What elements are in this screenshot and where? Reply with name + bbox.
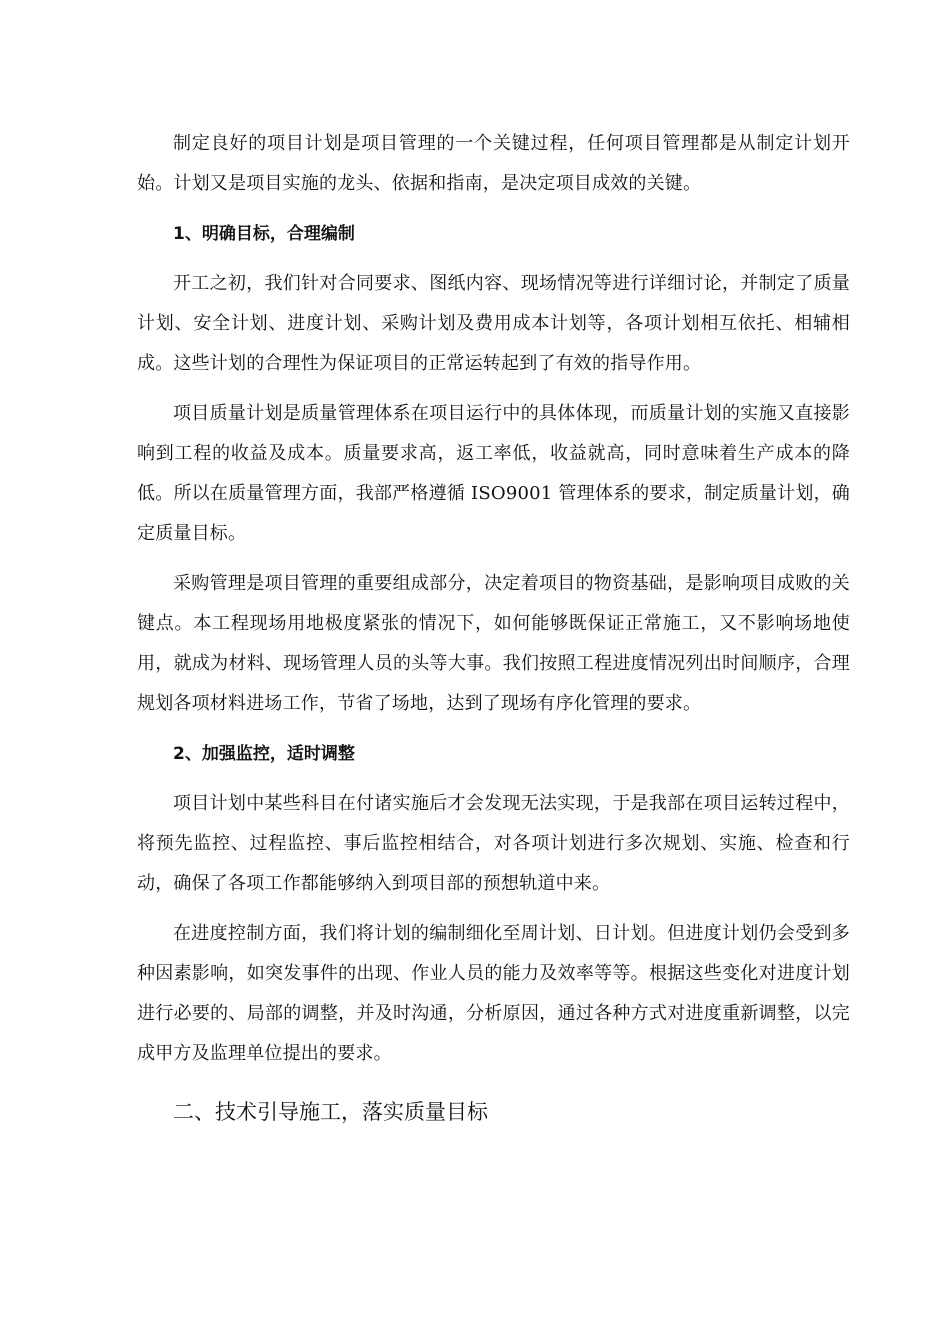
intro-paragraph: 制定良好的项目计划是项目管理的一个关键过程，任何项目管理都是从制定计划开始。计划又是项目实施的龙头、依据和指南，是决定项目成效的关键。 <box>137 133 850 194</box>
procurement-paragraph: 采购管理是项目管理的重要组成部分，决定着项目的物资基础，是影响项目成败的关键点。本工程现场用地极度紧张的情况下，如何能够既保证正常施工，又不影响场地使用，就成为材料、现场管理人员的头等大事。我们按照工程进度情况列出时间顺序，合理规划各项材料进场工作，节省了场地，达到了现场有序化管理的要求。 <box>137 573 850 714</box>
schedule-control-paragraph: 在进度控制方面，我们将计划的编制细化至周计划、日计划。但进度计划仍会受到多种因素影响，如突发事件的出现、作业人员的能力及效率等等。根据这些变化对进度计划进行必要的、局部的调整，并及时沟通，分析原因，通过各种方式对进度重新调整，以完成甲方及监理单位提出的要求。 <box>137 923 850 1064</box>
document-body <box>137 124 850 1132</box>
subheading-monitoring: 2、加强监控，适时调整 <box>173 744 355 764</box>
quality-plan-paragraph: 项目质量计划是质量管理体系在项目运行中的具体体现，而质量计划的实施又直接影响到工程的收益及成本。质量要求高，返工率低，收益就高，同时意味着生产成本的降低。所以在质量管理方面，我部严格遵循 ISO9001 管理体系的要求，制定质量计划，确定质量目标。 <box>137 403 850 544</box>
subheading-clear-goals: 1、明确目标，合理编制 <box>173 224 355 244</box>
section-heading-technical-guidance: 二、技术引导施工，落实质量目标 <box>173 1100 488 1124</box>
monitoring-paragraph: 项目计划中某些科目在付诸实施后才会发现无法实现，于是我部在项目运转过程中，将预先监控、过程监控、事后监控相结合，对各项计划进行多次规划、实施、检查和行动，确保了各项工作都能够纳入到项目部的预想轨道中来。 <box>137 793 850 894</box>
planning-paragraph: 开工之初，我们针对合同要求、图纸内容、现场情况等进行详细讨论，并制定了质量计划、安全计划、进度计划、采购计划及费用成本计划等，各项计划相互依托、相辅相成。这些计划的合理性为保证项目的正常运转起到了有效的指导作用。 <box>137 273 850 374</box>
